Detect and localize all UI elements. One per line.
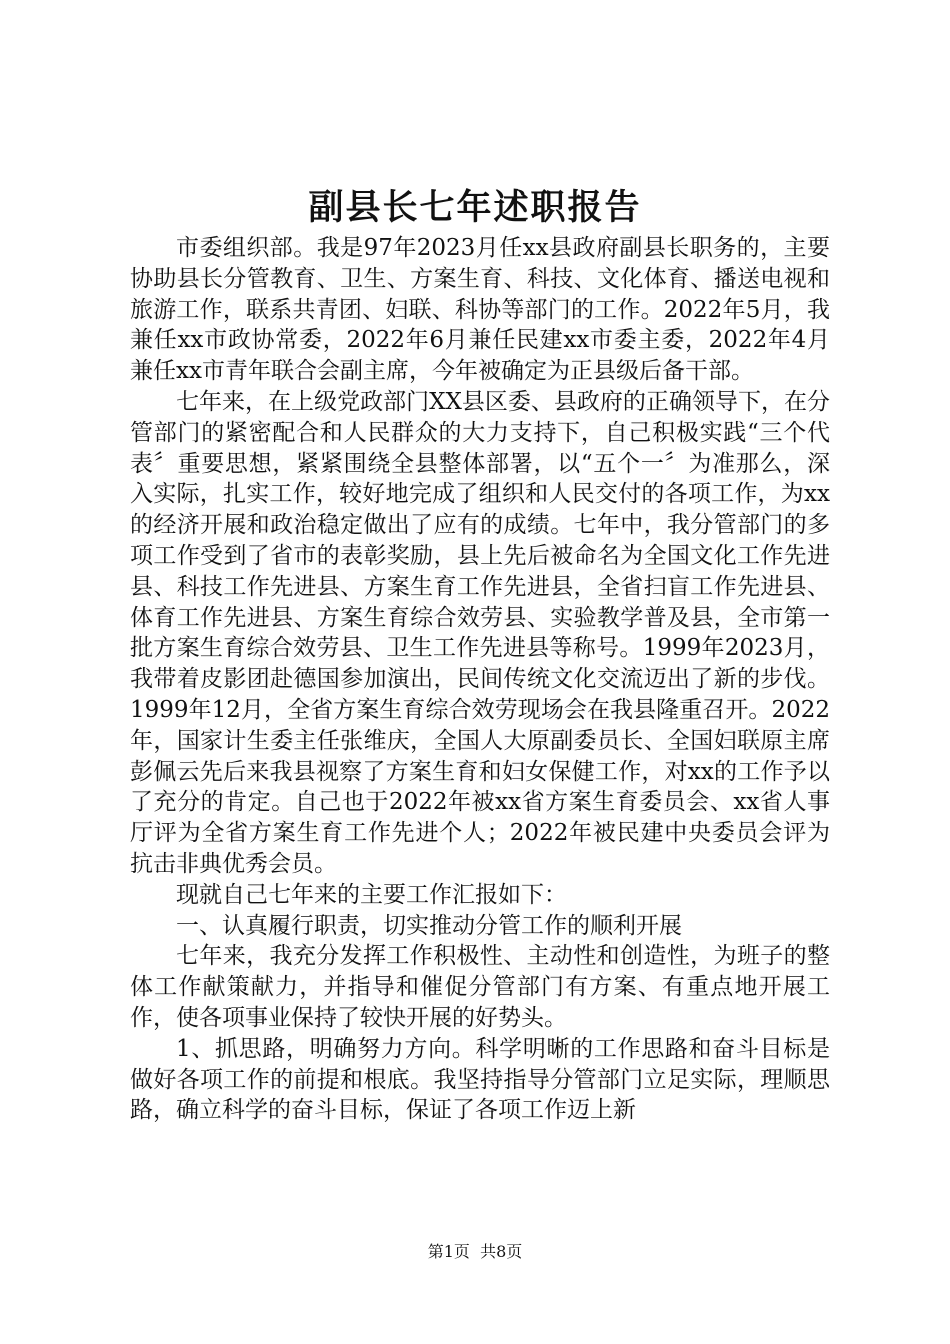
paragraph-item-1: 1、抓思路，明确努力方向。科学明晰的工作思路和奋斗目标是做好各项工作的前提和根底。我坚持指导分管部门立足实际，理顺思路，确立科学的奋斗目标，保证了各项工作迈上新 <box>130 1035 830 1124</box>
paragraph-section-1: 七年来，我充分发挥工作积极性、主动性和创造性，为班子的整体工作献策献力，并指导和催促分管部门有方案、有重点地开展工作，使各项事业保持了较快开展的好势头。 <box>130 943 830 1031</box>
paragraph-report-lead: 现就自己七年来的主要工作汇报如下： <box>176 881 567 908</box>
document-title: 副县长七年述职报告 <box>308 187 642 228</box>
paragraph-achievements: 七年来，在上级党政部门XX县区委、县政府的正确领导下，在分管部门的紧密配合和人民群众的大力支持下，自己积极实践“三个代表〞重要思想，紧紧围绕全县整体部署，以“五个一〞为准那么，深入实际，扎实工作，较好地完成了组织和人民交付的各项工作，为xx的经济开展和政治稳定做出了应有的成绩。七年中，我分管部门的多项工作受到了省市的表彰奖励，县上先后被命名为全国文化工作先进县、科技工作先进县、方案生育工作先进县，全省扫盲工作先进县、体育工作先进县、方案生育综合效劳县、实验教学普及县，全市第一批方案生育综合效劳县、卫生工作先进县等称号。1999年2023月，我带着皮影团赴德国参加演出，民间传统文化交流迈出了新的步伐。1999年12月，全省方案生育综合效劳现场会在我县隆重召开。2022年，国家计生委主任张维庆，全国人大原副委员长、全国妇联原主席彭佩云先后来我县视察了方案生育和妇女保健工作，对xx的工作予以了充分的肯定。自己也于2022年被xx省方案生育委员会、xx省人事厅评为全省方案生育工作先进个人；2022年被民建中央委员会评为抗击非典优秀会员。 <box>130 388 830 877</box>
page-number: 第1页 <box>427 1242 470 1261</box>
document-body <box>130 233 830 1126</box>
paragraph-intro: 市委组织部。我是97年2023月任xx县政府副县长职务的，主要协助县长分管教育、卫生、方案生育、科技、文化体育、播送电视和旅游工作，联系共青团、妇联、科协等部门的工作。2022年5月，我兼任xx市政协常委，2022年6月兼任民建xx市委主委，2022年4月兼任xx市青年联合会副主席，今年被确定为正县级后备干部。 <box>130 235 830 385</box>
page-total: 共8页 <box>480 1242 523 1261</box>
page-footer <box>0 1240 950 1264</box>
section-heading-1: 一、认真履行职责，切实推动分管工作的顺利开展 <box>176 912 682 939</box>
